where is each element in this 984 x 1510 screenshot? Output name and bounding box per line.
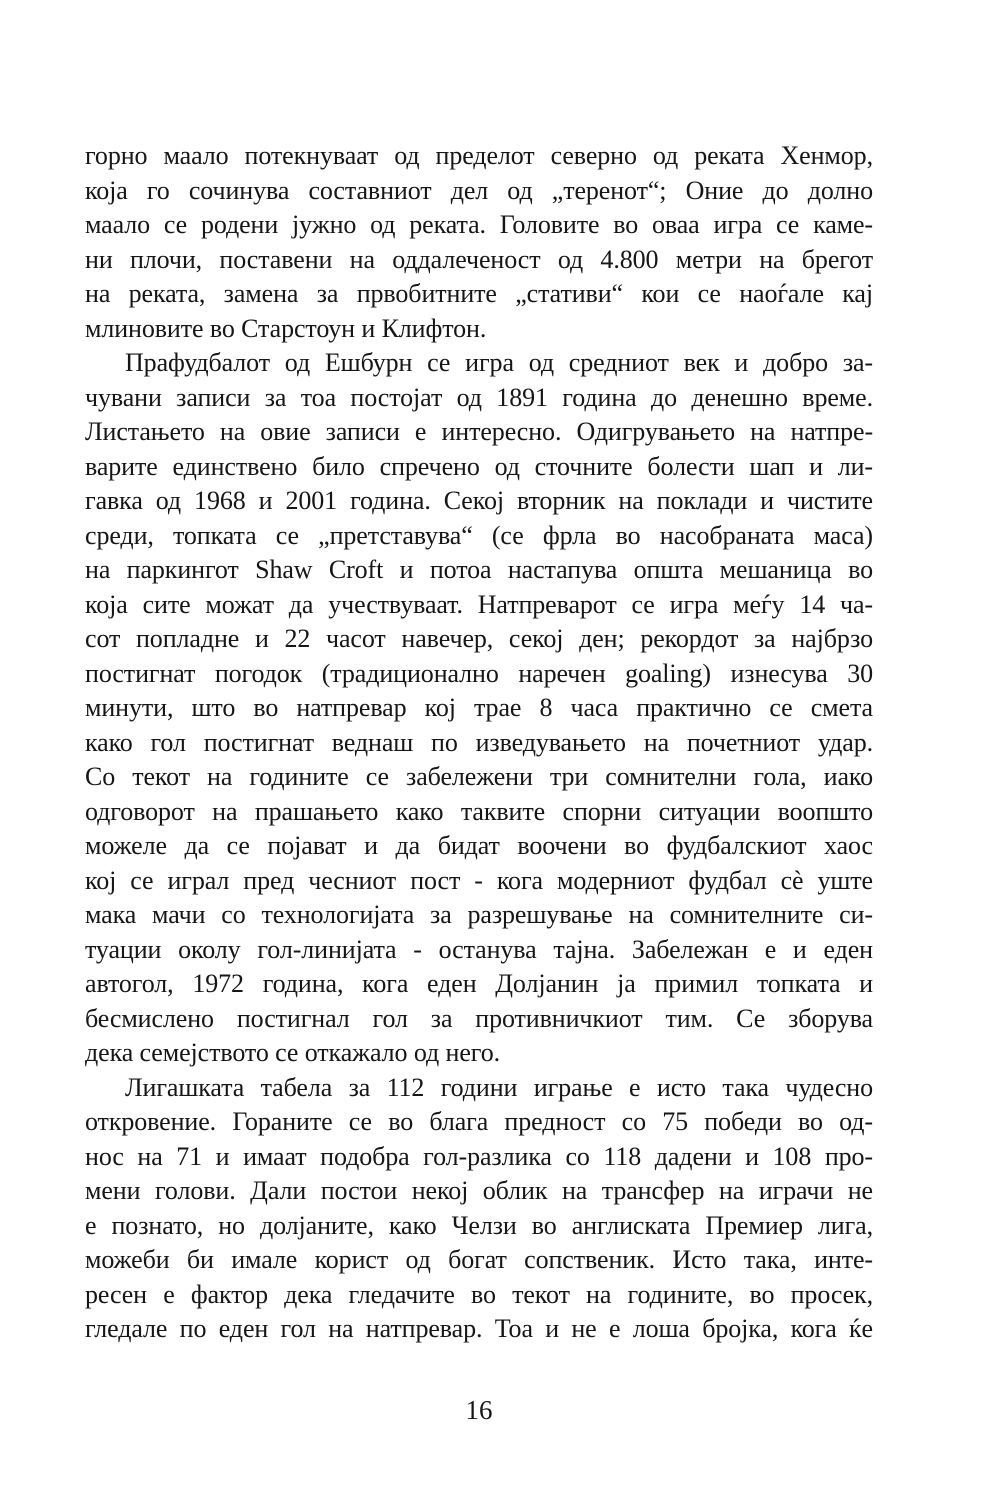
text-line: Прафудбалот од Ешбурн се игра од средниот век и добро за-: [125, 348, 873, 377]
paragraph: [85, 1071, 873, 1347]
text-line: на паркингот Shaw Croft и потоа настапува општа мешаница во: [85, 555, 873, 584]
text-line: Лигашката табела за 112 години играње е исто така чудесно: [125, 1072, 873, 1102]
page-number: 16: [465, 1395, 493, 1425]
paragraph: [85, 139, 873, 346]
text-line: како гол постигнат веднаш по изведувањето на почетниот удар.: [85, 727, 873, 757]
text-line: можеле да се појават и да бидат воочени во фудбалскиот хаос: [85, 831, 873, 860]
text-line: која сите можат да учествуваат. Натпреварот се игра меѓу 14 ча-: [85, 589, 873, 619]
text-line: среди, топката се „претставува“ (се фрла во насобраната маса): [85, 520, 873, 550]
text-line: постигнат погодок (традиционално наречен goaling) изнесува 30: [85, 658, 873, 688]
text-line: сот попладне и 22 часот навечер, секој ден; рекордот за најбрзо: [85, 624, 873, 653]
text-line: ресен е фактор дека гледачите во текот на годините, во просек,: [85, 1279, 873, 1309]
text-line: маало се родени јужно од реката. Головите во оваа игра се каме-: [85, 210, 873, 239]
text-line: откровение. Гораните се во блага предност со 75 победи во од-: [85, 1107, 873, 1136]
text-line: Листањето на овие записи е интересно. Одигрувањето на натпре-: [85, 417, 873, 446]
page-text: [85, 139, 873, 1347]
text-line: варите единствено било спречено од сточните болести шап и ли-: [85, 451, 873, 481]
text-line: гавка од 1968 и 2001 година. Секој вторник на поклади и чистите: [85, 486, 873, 515]
text-line: нос на 71 и имаат подобра гол-разлика со 118 дадени и 108 про-: [85, 1141, 873, 1171]
text-line: чувани записи за тоа постојат од 1891 година до денешно време.: [85, 382, 873, 412]
text-line: туации околу гол-линијата - останува тајна. Забележан е и еден: [85, 934, 873, 964]
text-line: горно маало потекнуваат од пределот северно од реката Хенмор,: [85, 141, 873, 170]
text-line: можеби би имале корист од богат сопственик. Исто така, инте-: [85, 1245, 873, 1274]
text-line: кој се играл пред чесниот пост - кога модерниот фудбал сѐ уште: [85, 865, 873, 895]
text-line: е познато, но долјаните, како Челзи во англиската Премиер лига,: [85, 1210, 873, 1240]
text-line: гледале по еден гол на натпревар. Тоа и не е лоша бројка, кога ќе: [85, 1314, 873, 1343]
text-line: одговорот на прашањето како таквите спорни ситуации воопшто: [85, 796, 873, 826]
text-line: мака мачи со технологијата за разрешување на сомнителните си-: [85, 900, 873, 929]
text-line: млиновите во Старстоун и Клифтон.: [85, 313, 487, 343]
paragraph: [85, 346, 873, 1071]
text-line: минути, што во натпревар кој трае 8 часа практично се смета: [85, 693, 873, 722]
text-line: ни плочи, поставени на оддалеченост од 4.800 метри на брегот: [85, 244, 873, 274]
text-line: на реката, замена за првобитните „стативи“ кои се наоѓале кај: [85, 279, 873, 308]
text-line: бесмислено постигнал гол за противничкиот тим. Се зборува: [85, 1003, 873, 1033]
text-line: автогол, 1972 година, кога еден Долјанин ја примил топката и: [85, 969, 873, 998]
text-line: која го сочинува составниот дел од „теренот“; Оние до долно: [85, 175, 873, 205]
text-line: Со текот на годините се забележени три сомнителни гола, иако: [85, 762, 873, 791]
text-line: дека семејството се откажало од него.: [85, 1038, 500, 1067]
text-line: мени голови. Дали постои некој облик на трансфер на играчи не: [85, 1176, 873, 1205]
